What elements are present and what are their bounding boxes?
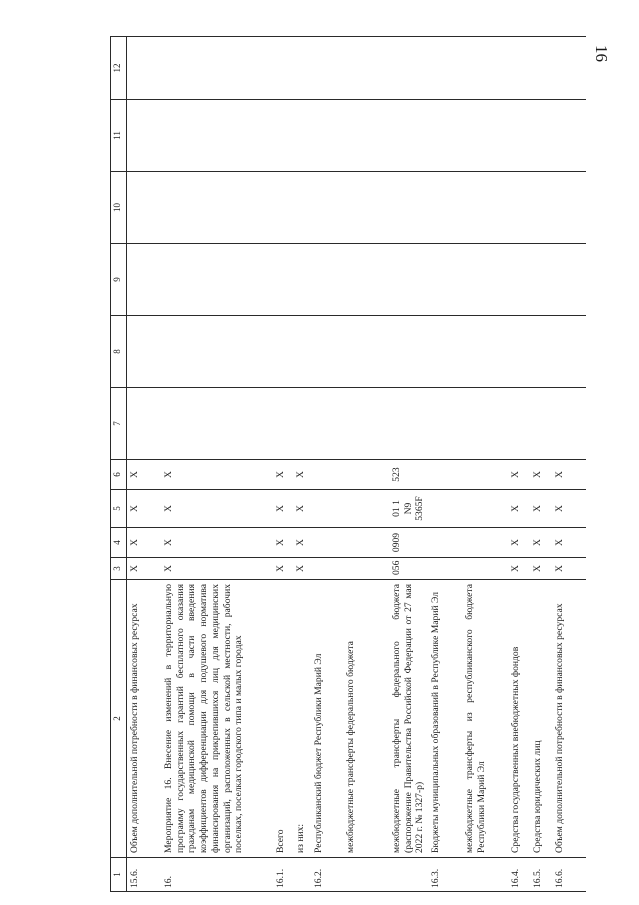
cell-col-11 — [389, 100, 428, 172]
cell-col-5: Х — [508, 490, 530, 528]
cell-col-6: Х — [293, 460, 311, 490]
cell-col-11 — [161, 100, 273, 172]
row-number: 16.3. — [428, 858, 462, 892]
cell-col-12 — [311, 37, 343, 100]
table-row — [161, 37, 273, 892]
row-name: Средства государственных внебюджетных фондов — [508, 580, 530, 858]
cell-col-3: Х — [273, 558, 293, 580]
cell-col-10 — [343, 172, 389, 244]
cell-col-12 — [161, 37, 273, 100]
cell-col-8 — [161, 316, 273, 388]
cell-col-9 — [530, 244, 552, 316]
cell-col-4: Х — [161, 528, 273, 558]
cell-col-10 — [161, 172, 273, 244]
column-header: 11 — [111, 100, 127, 172]
cell-col-4: Х — [530, 528, 552, 558]
cell-col-4: Х — [293, 528, 311, 558]
cell-col-5 — [343, 490, 389, 528]
cell-col-3 — [311, 558, 343, 580]
cell-col-5: Х — [273, 490, 293, 528]
cell-col-12 — [530, 37, 552, 100]
cell-col-7 — [343, 388, 389, 460]
cell-col-6 — [311, 460, 343, 490]
cell-col-7 — [508, 388, 530, 460]
cell-col-3: 056 — [389, 558, 428, 580]
cell-col-3: Х — [127, 558, 162, 580]
column-header: 5 — [111, 490, 127, 528]
cell-col-10 — [311, 172, 343, 244]
row-number — [293, 858, 311, 892]
cell-col-8 — [389, 316, 428, 388]
cell-col-7 — [389, 388, 428, 460]
cell-col-5 — [428, 490, 462, 528]
cell-col-9 — [389, 244, 428, 316]
cell-col-11 — [462, 100, 508, 172]
table-row — [273, 37, 293, 892]
cell-col-9 — [127, 244, 162, 316]
cell-col-11 — [428, 100, 462, 172]
row-number: 15.6. — [127, 858, 162, 892]
table-row — [343, 37, 389, 892]
cell-col-11 — [293, 100, 311, 172]
row-number: 16.1. — [273, 858, 293, 892]
cell-col-3: Х — [161, 558, 273, 580]
cell-col-12 — [127, 37, 162, 100]
table-row — [462, 37, 508, 892]
table-row — [552, 37, 586, 892]
cell-col-5 — [311, 490, 343, 528]
table-row — [311, 37, 343, 892]
cell-col-10 — [293, 172, 311, 244]
row-name: Мероприятие 16. Внесение изменений в территориальную программу государственных гарантий бесплатного оказания гражданам медицинской помощи в части введения коэффициентов дифференциации для подушевого норматива финансирования на прикрепившихся лиц для медицинских организаций, расположенных в сельской местности, рабочих поселках, поселках городского типа и малых городах — [161, 580, 273, 858]
cell-col-7 — [530, 388, 552, 460]
row-number: 16. — [161, 858, 273, 892]
cell-col-6: Х — [161, 460, 273, 490]
column-header: 1 — [111, 858, 127, 892]
cell-col-4: Х — [273, 528, 293, 558]
column-header: 4 — [111, 528, 127, 558]
cell-col-8 — [273, 316, 293, 388]
column-header: 8 — [111, 316, 127, 388]
table-row — [127, 37, 162, 892]
column-header: 2 — [111, 580, 127, 858]
row-name: межбюджетные трансферты федерального бюджета (распоряжение Правительства Российской Федерации от 27 мая 2022 г. № 1327-р) — [389, 580, 428, 858]
cell-col-6: 523 — [389, 460, 428, 490]
cell-col-5: Х — [530, 490, 552, 528]
cell-col-8 — [343, 316, 389, 388]
cell-col-8 — [552, 316, 586, 388]
cell-col-12 — [462, 37, 508, 100]
financing-table — [110, 36, 586, 892]
table-row — [508, 37, 530, 892]
cell-col-3 — [428, 558, 462, 580]
cell-col-10 — [530, 172, 552, 244]
cell-col-3: Х — [552, 558, 586, 580]
cell-col-6: Х — [273, 460, 293, 490]
rotated-table-container — [110, 37, 600, 892]
cell-col-12 — [389, 37, 428, 100]
page-number: 16 — [592, 45, 611, 62]
column-header: 7 — [111, 388, 127, 460]
column-number-header-row — [111, 37, 127, 892]
cell-col-7 — [293, 388, 311, 460]
cell-col-5: Х — [161, 490, 273, 528]
cell-col-9 — [293, 244, 311, 316]
cell-col-12 — [293, 37, 311, 100]
cell-col-7 — [311, 388, 343, 460]
cell-col-8 — [293, 316, 311, 388]
row-number: 16.5. — [530, 858, 552, 892]
cell-col-5: Х — [293, 490, 311, 528]
cell-col-3: Х — [293, 558, 311, 580]
cell-col-6: Х — [508, 460, 530, 490]
row-number: 16.2. — [311, 858, 343, 892]
cell-col-11 — [343, 100, 389, 172]
cell-col-12 — [508, 37, 530, 100]
cell-col-8 — [311, 316, 343, 388]
row-name: Всего — [273, 580, 293, 858]
column-header: 10 — [111, 172, 127, 244]
column-header: 3 — [111, 558, 127, 580]
row-name: межбюджетные трансферты из республиканского бюджета Республики Марий Эл — [462, 580, 508, 858]
cell-col-7 — [273, 388, 293, 460]
cell-col-3: Х — [530, 558, 552, 580]
cell-col-10 — [389, 172, 428, 244]
cell-col-9 — [343, 244, 389, 316]
cell-col-6: Х — [530, 460, 552, 490]
cell-col-12 — [343, 37, 389, 100]
cell-col-4 — [428, 528, 462, 558]
cell-col-9 — [428, 244, 462, 316]
cell-col-9 — [552, 244, 586, 316]
cell-col-4 — [343, 528, 389, 558]
cell-col-3 — [343, 558, 389, 580]
cell-col-4: Х — [508, 528, 530, 558]
cell-col-12 — [428, 37, 462, 100]
cell-col-10 — [508, 172, 530, 244]
row-name: Объем дополнительной потребности в финансовых ресурсах — [127, 580, 162, 858]
row-name: Бюджеты муниципальных образований в Республике Марий Эл — [428, 580, 462, 858]
cell-col-5: Х — [127, 490, 162, 528]
cell-col-6 — [428, 460, 462, 490]
cell-col-10 — [127, 172, 162, 244]
cell-col-5 — [462, 490, 508, 528]
cell-col-10 — [273, 172, 293, 244]
cell-col-8 — [428, 316, 462, 388]
cell-col-7 — [428, 388, 462, 460]
cell-col-8 — [462, 316, 508, 388]
cell-col-12 — [273, 37, 293, 100]
cell-col-6: Х — [127, 460, 162, 490]
cell-col-8 — [508, 316, 530, 388]
cell-col-11 — [530, 100, 552, 172]
column-header: 12 — [111, 37, 127, 100]
cell-col-5: Х — [552, 490, 586, 528]
cell-col-6: Х — [552, 460, 586, 490]
cell-col-7 — [462, 388, 508, 460]
cell-col-5: 01 1 N9 5365F — [389, 490, 428, 528]
cell-col-3 — [462, 558, 508, 580]
cell-col-8 — [127, 316, 162, 388]
cell-col-11 — [127, 100, 162, 172]
cell-col-4: Х — [552, 528, 586, 558]
row-name: межбюджетные трансферты федерального бюджета — [343, 580, 389, 858]
cell-col-9 — [508, 244, 530, 316]
table-row — [389, 37, 428, 892]
cell-col-9 — [273, 244, 293, 316]
row-number — [389, 858, 428, 892]
cell-col-6 — [343, 460, 389, 490]
column-header: 9 — [111, 244, 127, 316]
cell-col-4 — [311, 528, 343, 558]
row-number — [343, 858, 389, 892]
cell-col-12 — [552, 37, 586, 100]
cell-col-7 — [127, 388, 162, 460]
cell-col-11 — [508, 100, 530, 172]
cell-col-10 — [462, 172, 508, 244]
row-name: Средства юридических лиц — [530, 580, 552, 858]
table-row — [530, 37, 552, 892]
row-number: 16.6. — [552, 858, 586, 892]
cell-col-11 — [273, 100, 293, 172]
cell-col-10 — [428, 172, 462, 244]
column-header: 6 — [111, 460, 127, 490]
cell-col-4: Х — [127, 528, 162, 558]
cell-col-4: 0909 — [389, 528, 428, 558]
row-name: из них: — [293, 580, 311, 858]
row-name: Объем дополнительной потребности в финансовых ресурсах — [552, 580, 586, 858]
cell-col-9 — [311, 244, 343, 316]
row-number: 16.4. — [508, 858, 530, 892]
cell-col-11 — [311, 100, 343, 172]
cell-col-7 — [552, 388, 586, 460]
cell-col-3: Х — [508, 558, 530, 580]
table-row — [293, 37, 311, 892]
cell-col-9 — [462, 244, 508, 316]
cell-col-9 — [161, 244, 273, 316]
row-number — [462, 858, 508, 892]
cell-col-11 — [552, 100, 586, 172]
table-row — [428, 37, 462, 892]
cell-col-4 — [462, 528, 508, 558]
cell-col-8 — [530, 316, 552, 388]
cell-col-6 — [462, 460, 508, 490]
row-name: Республиканский бюджет Республики Марий Эл — [311, 580, 343, 858]
cell-col-7 — [161, 388, 273, 460]
cell-col-10 — [552, 172, 586, 244]
